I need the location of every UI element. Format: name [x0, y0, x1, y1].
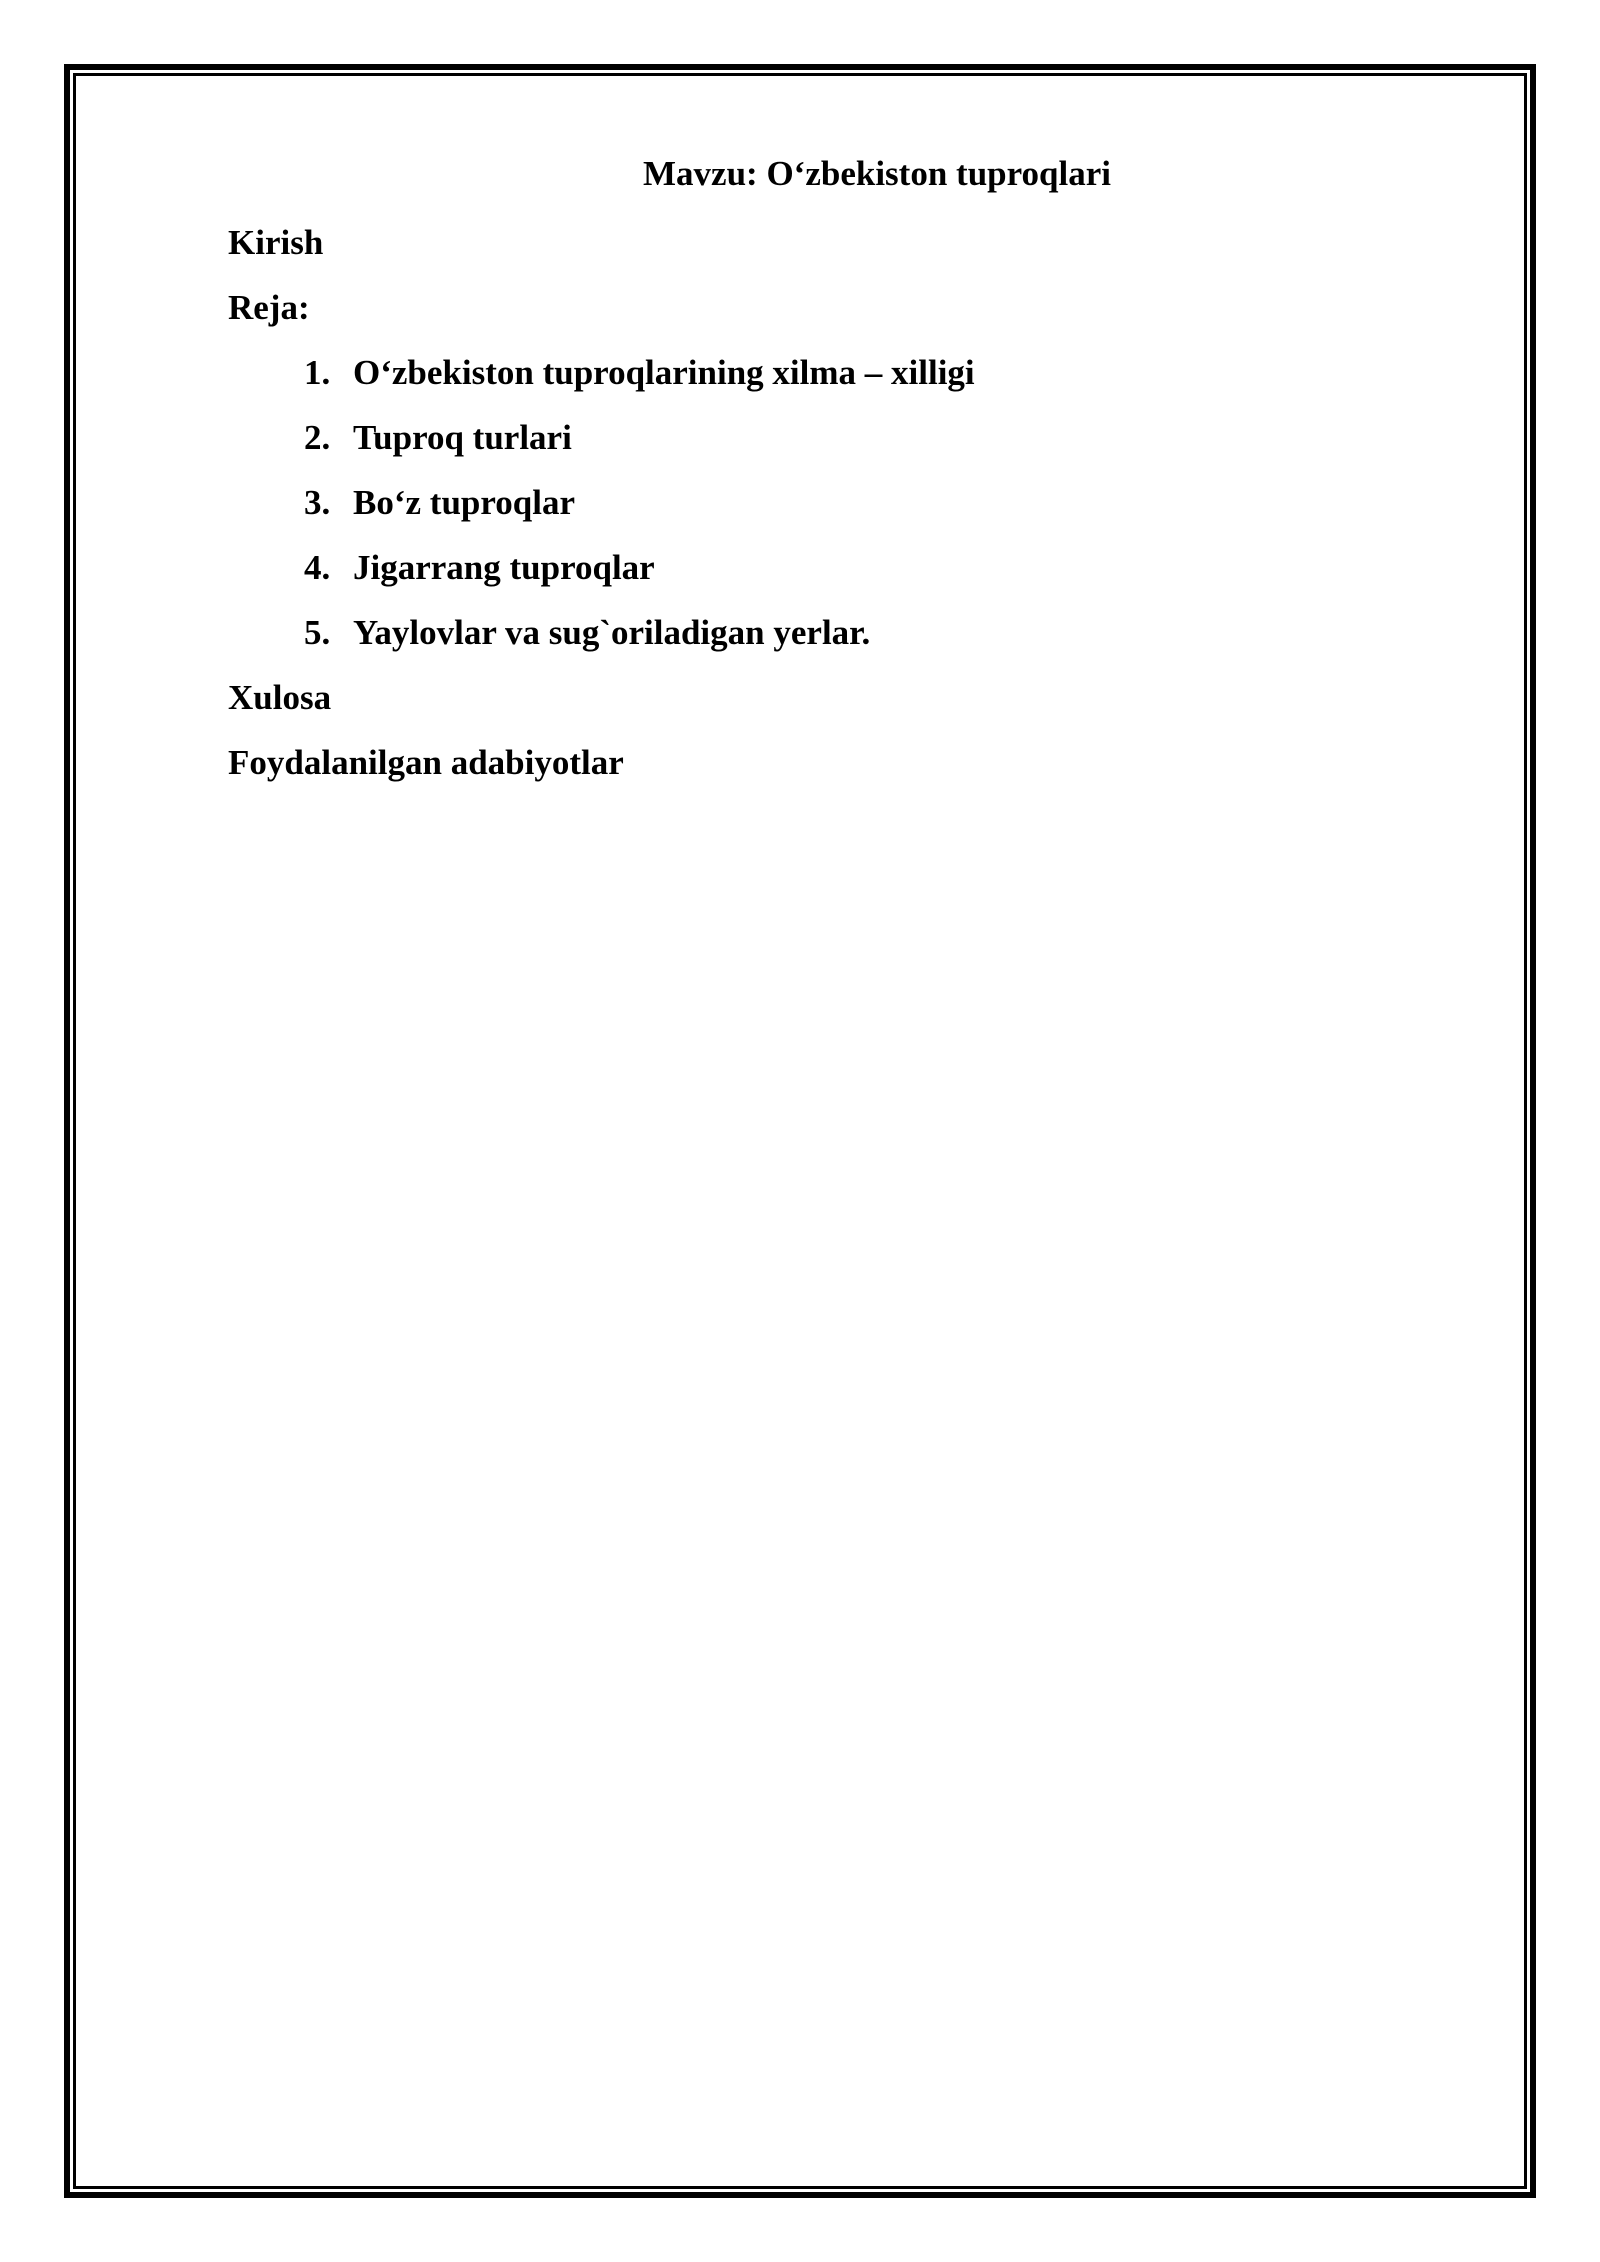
plan-item-number: 5. — [304, 613, 331, 652]
plan-item-text: Tuproq turlari — [353, 418, 572, 457]
plan-item-text: Jigarrang tuproqlar — [353, 548, 655, 587]
plan-item-number: 1. — [304, 353, 331, 392]
plan-item-text: Bo‘z tuproqlar — [353, 483, 575, 522]
document-content — [228, 146, 1428, 795]
document-title: Mavzu: O‘zbekiston tuproqlari — [643, 154, 1111, 193]
plan-item-number: 2. — [304, 418, 331, 457]
plan-item-text: Yaylovlar va sug`oriladigan yerlar. — [353, 613, 871, 652]
plan-item-text: O‘zbekiston tuproqlarining xilma – xilligi — [353, 353, 975, 392]
plan-item — [228, 600, 1428, 665]
intro-heading: Kirish — [228, 223, 324, 262]
plan-item-number: 3. — [304, 483, 331, 522]
references-heading: Foydalanilgan adabiyotlar — [228, 743, 624, 782]
plan-list — [228, 340, 1428, 665]
plan-item — [228, 535, 1428, 600]
plan-item — [228, 405, 1428, 470]
plan-item-number: 4. — [304, 548, 331, 587]
conclusion-heading: Xulosa — [228, 678, 332, 717]
plan-item — [228, 340, 1428, 405]
plan-heading: Reja: — [228, 288, 310, 327]
plan-item — [228, 470, 1428, 535]
